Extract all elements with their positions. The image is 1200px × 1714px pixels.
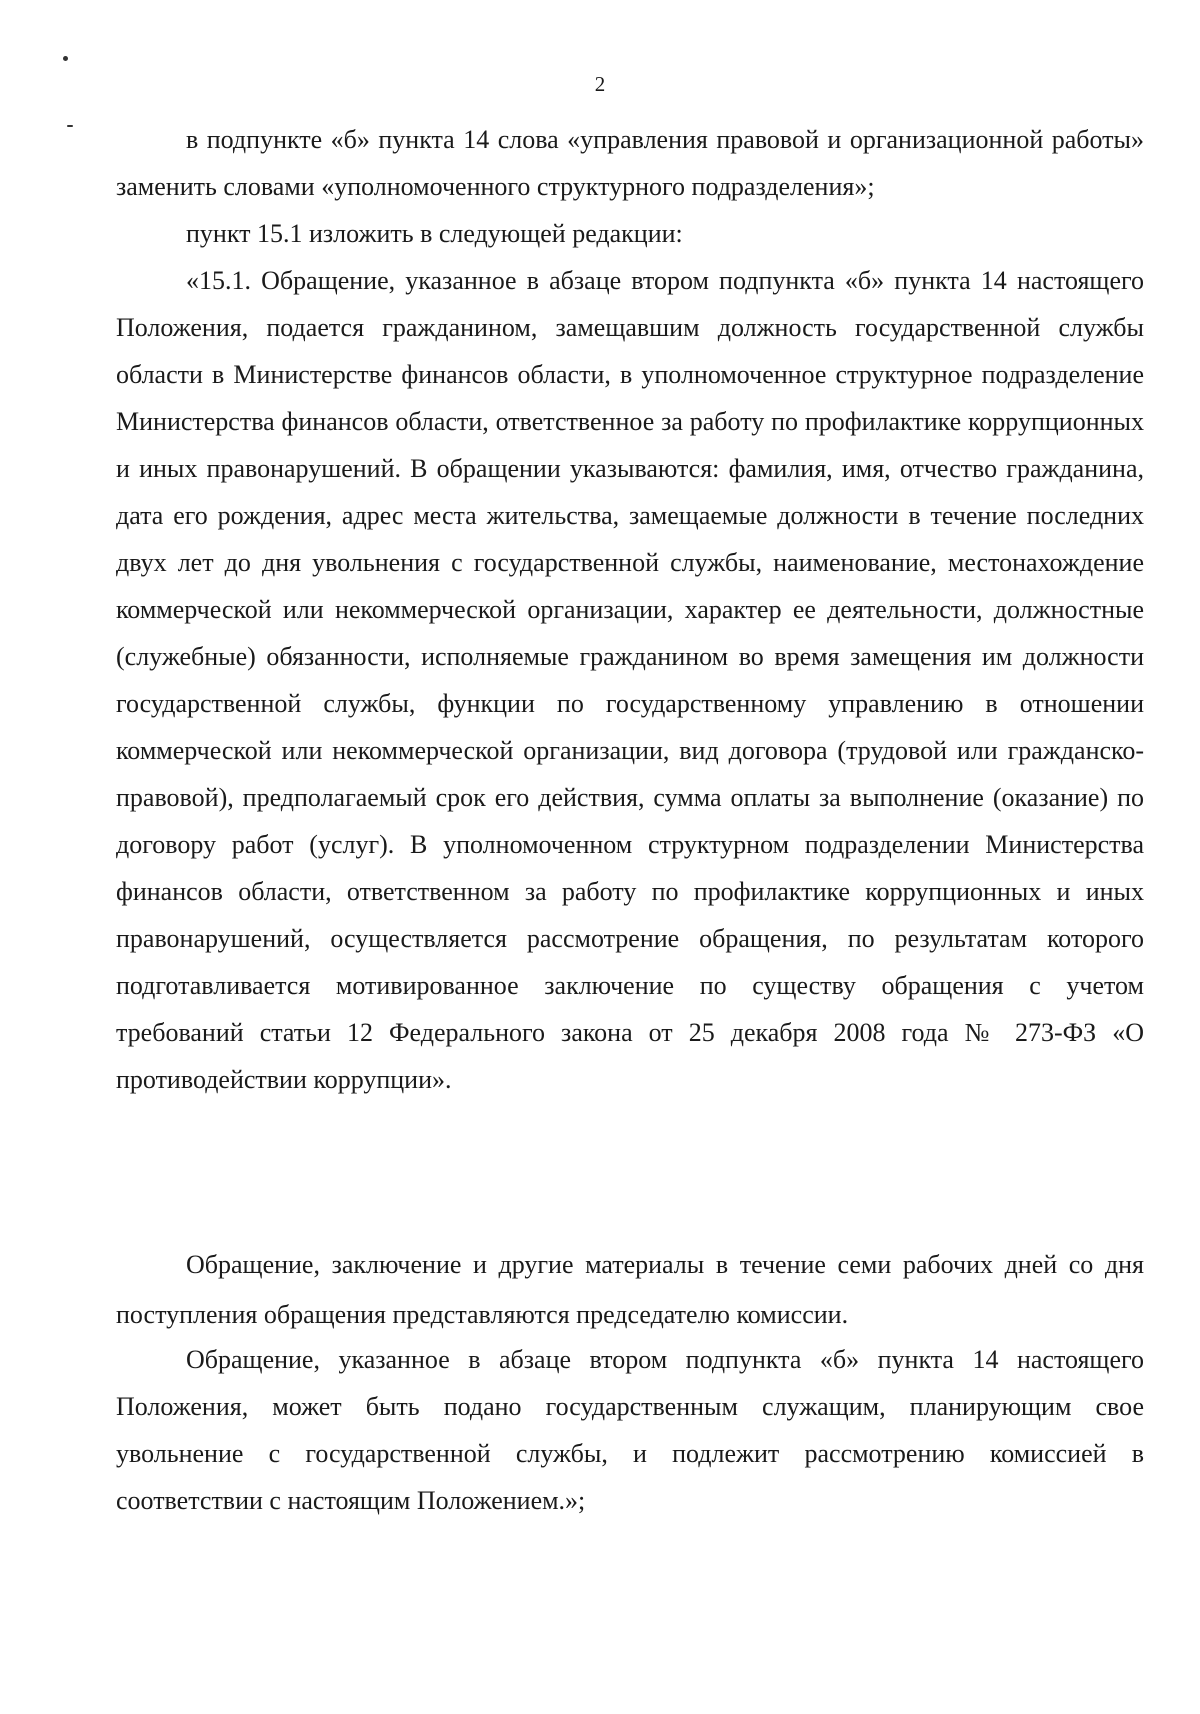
paragraph-materials: Обращение, заключение и другие материалы в течение семи рабочих дней со дня поступления обращения представляются председателю комиссии. [116, 1250, 1144, 1329]
scan-artifact-dot [63, 56, 68, 61]
body-text-civil-servant [116, 1336, 1144, 1524]
paragraph-point-15-1-text: «15.1. Обращение, указанное в абзаце втором подпункта «б» пункта 14 настоящего Положения, подается гражданином, замещавшим должность государственной службы области в Министерстве финансов области, в уполномоченное структурное подразделение Министерства финансов области, ответственное за работу по профилактике коррупционных и иных правонарушений. В обращении указываются: фамилия, имя, отчество гражданина, дата его рождения, адрес места жительства, замещаемые должности в течение последних двух лет до дня увольнения с государственной службы, наименование, местонахождение коммерческой или некоммерческой организации, характер ее деятельности, должностные (служебные) обязанности, исполняемые гражданином во время замещения им должности государственной службы, функции по государственному управлению в отношении коммерческой или некоммерческой организации, вид договора (трудовой или гражданско-правовой), предполагаемый срок его действия, сумма оплаты за выполнение (оказание) по договору работ (услуг). В уполномоченном структурном подразделении Министерства финансов области, ответственном за работу по профилактике коррупционных и иных правонарушений, осуществляется рассмотрение обращения, по результатам которого подготавливается мотивированное заключение по существу обращения с учетом требований статьи 12 Федерального закона от 25 декабря 2008 года № 273-ФЗ «О противодействии коррупции». [116, 266, 1144, 1094]
page-number: 2 [594, 72, 606, 96]
body-text-materials [116, 1240, 1144, 1340]
paragraph-point-15-1-intro: пункт 15.1 изложить в следующей редакции: [186, 219, 683, 248]
body-text-main [116, 116, 1144, 1103]
paragraph-civil-servant: Обращение, указанное в абзаце втором подпункта «б» пункта 14 настоящего Положения, может быть подано государственным служащим, планирующим свое увольнение с государственной службы, и подлежит рассмотрению комиссией в соответствии с настоящим Положением.»; [116, 1345, 1144, 1515]
paragraph-subpoint-b: в подпункте «б» пункта 14 слова «управления правовой и организационной работы» заменить словами «уполномоченного структурного подразделения»; [116, 125, 1144, 201]
scan-artifact-mark [67, 125, 73, 127]
